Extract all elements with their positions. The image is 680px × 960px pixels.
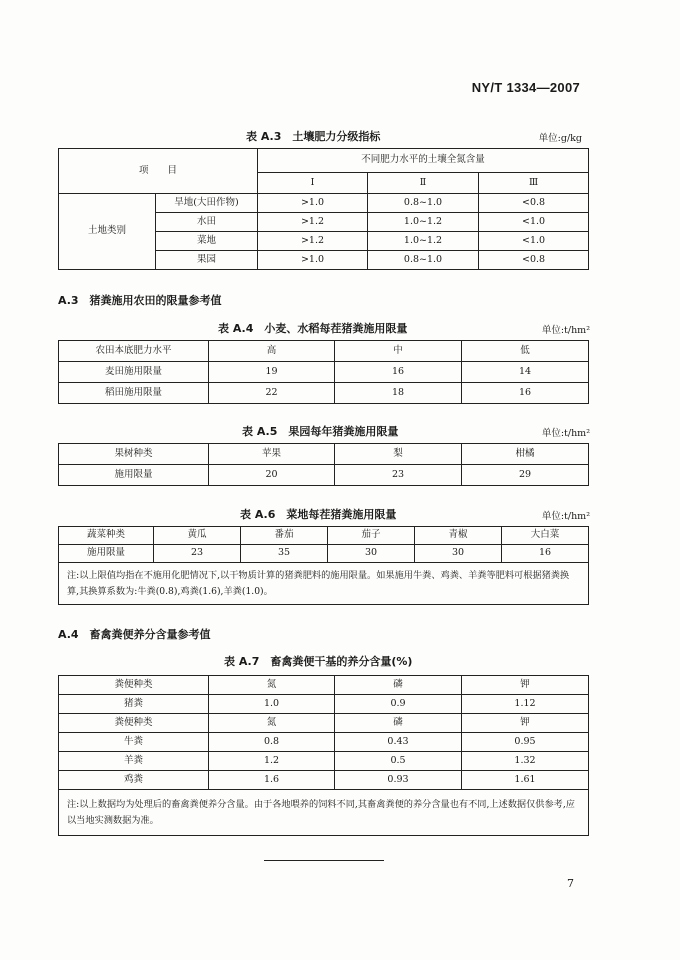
footer-rule bbox=[264, 860, 384, 861]
table-a3-level: Ⅲ bbox=[479, 173, 589, 194]
table-cell: 0.8 bbox=[209, 733, 335, 752]
table-cell: 0.93 bbox=[335, 771, 462, 790]
table-header-cell: 钾 bbox=[462, 714, 589, 733]
table-cell: >1.0 bbox=[258, 251, 368, 270]
table-a3-row-name: 果园 bbox=[156, 251, 258, 270]
table-cell: 1.2 bbox=[209, 752, 335, 771]
table-a6-unit: 单位:t/hm² bbox=[541, 511, 590, 522]
table-a3-level: Ⅱ bbox=[368, 173, 479, 194]
section-a4-heading: A.4 畜禽粪便养分含量参考值 bbox=[58, 628, 211, 641]
table-cell: 23 bbox=[154, 545, 241, 563]
table-cell: 30 bbox=[328, 545, 415, 563]
table-header-cell: 粪便种类 bbox=[59, 714, 209, 733]
table-header-cell: 苹果 bbox=[209, 444, 335, 465]
table-cell: <0.8 bbox=[479, 251, 589, 270]
table-a5-unit: 单位:t/hm² bbox=[541, 428, 590, 439]
table-a3-row-group: 土地类别 bbox=[59, 194, 156, 270]
table-a6-note: 注:以上限值均指在不施用化肥情况下,以干物质计算的猪粪肥料的施用限量。如果施用牛粪、鸡粪、羊粪等肥料可根据猪粪换算,其换算系数为:牛粪(0.8),鸡粪(1.6),羊粪(1.0)。 bbox=[59, 563, 589, 605]
table-cell: 0.5 bbox=[335, 752, 462, 771]
table-cell: >1.2 bbox=[258, 213, 368, 232]
table-cell: >1.2 bbox=[258, 232, 368, 251]
table-header-cell: 茄子 bbox=[328, 527, 415, 545]
table-cell: 30 bbox=[415, 545, 502, 563]
table-cell: 牛粪 bbox=[59, 733, 209, 752]
table-cell: 16 bbox=[502, 545, 589, 563]
table-a3-level: Ⅰ bbox=[258, 173, 368, 194]
table-header-cell: 钾 bbox=[462, 676, 589, 695]
table-cell: 16 bbox=[335, 362, 462, 383]
table-a7-note: 注:以上数据均为处理后的畜禽粪便养分含量。由于各地喂养的饲料不同,其畜禽粪便的养分含量也有不同,上述数据仅供参考,应以当地实测数据为准。 bbox=[59, 790, 589, 836]
table-cell: 施用限量 bbox=[59, 465, 209, 486]
table-cell: 1.0 bbox=[209, 695, 335, 714]
table-cell: 1.32 bbox=[462, 752, 589, 771]
table-cell: 鸡粪 bbox=[59, 771, 209, 790]
table-header-cell: 青椒 bbox=[415, 527, 502, 545]
table-cell: 1.61 bbox=[462, 771, 589, 790]
table-header-cell: 氮 bbox=[209, 676, 335, 695]
table-header-cell: 蔬菜种类 bbox=[59, 527, 154, 545]
table-a4 bbox=[58, 340, 589, 404]
table-cell: 18 bbox=[335, 383, 462, 404]
table-cell: 23 bbox=[335, 465, 462, 486]
table-cell: 0.8~1.0 bbox=[368, 194, 479, 213]
table-cell: <1.0 bbox=[479, 232, 589, 251]
table-cell: 19 bbox=[209, 362, 335, 383]
table-header-cell: 番茄 bbox=[241, 527, 328, 545]
table-cell: 20 bbox=[209, 465, 335, 486]
table-header-cell: 低 bbox=[462, 341, 589, 362]
table-header-cell: 黄瓜 bbox=[154, 527, 241, 545]
table-cell: 猪粪 bbox=[59, 695, 209, 714]
table-cell: 14 bbox=[462, 362, 589, 383]
table-cell: 0.8~1.0 bbox=[368, 251, 479, 270]
table-cell: 1.12 bbox=[462, 695, 589, 714]
table-header-cell: 大白菜 bbox=[502, 527, 589, 545]
table-cell: 0.43 bbox=[335, 733, 462, 752]
table-a4-unit: 单位:t/hm² bbox=[541, 325, 590, 336]
table-a7 bbox=[58, 675, 589, 836]
table-header-cell: 中 bbox=[335, 341, 462, 362]
table-cell: 1.0~1.2 bbox=[368, 213, 479, 232]
table-cell: 22 bbox=[209, 383, 335, 404]
table-cell: 稻田施用限量 bbox=[59, 383, 209, 404]
table-header-cell: 磷 bbox=[335, 714, 462, 733]
table-a3-row-name: 旱地(大田作物) bbox=[156, 194, 258, 213]
table-a3 bbox=[58, 148, 589, 270]
table-a3-row-name: 水田 bbox=[156, 213, 258, 232]
table-header-cell: 粪便种类 bbox=[59, 676, 209, 695]
table-cell: 0.95 bbox=[462, 733, 589, 752]
table-a3-group-header: 不同肥力水平的土壤全氮含量 bbox=[258, 149, 589, 173]
table-a3-unit: 单位:g/kg bbox=[538, 133, 582, 144]
standard-code: NY/T 1334—2007 bbox=[471, 80, 580, 95]
table-a7-title: 表 A.7 畜禽粪便干基的养分含量(%) bbox=[224, 655, 413, 668]
table-header-cell: 梨 bbox=[335, 444, 462, 465]
table-cell: 羊粪 bbox=[59, 752, 209, 771]
table-header-cell: 柑橘 bbox=[462, 444, 589, 465]
table-cell: 1.6 bbox=[209, 771, 335, 790]
table-header-cell: 高 bbox=[209, 341, 335, 362]
page-number: 7 bbox=[567, 877, 574, 890]
table-a6-title: 表 A.6 菜地每茬猪粪施用限量 bbox=[240, 508, 397, 521]
table-cell: 麦田施用限量 bbox=[59, 362, 209, 383]
table-header-cell: 果树种类 bbox=[59, 444, 209, 465]
table-a4-title: 表 A.4 小麦、水稻每茬猪粪施用限量 bbox=[218, 322, 408, 335]
table-a5-title: 表 A.5 果园每年猪粪施用限量 bbox=[242, 425, 399, 438]
table-cell: 施用限量 bbox=[59, 545, 154, 563]
table-a5 bbox=[58, 443, 589, 486]
table-a3-item-header: 项 目 bbox=[59, 149, 258, 194]
table-header-cell: 氮 bbox=[209, 714, 335, 733]
table-cell: 29 bbox=[462, 465, 589, 486]
table-cell: <1.0 bbox=[479, 213, 589, 232]
table-header-cell: 磷 bbox=[335, 676, 462, 695]
table-cell: 35 bbox=[241, 545, 328, 563]
table-cell: 16 bbox=[462, 383, 589, 404]
table-cell: 1.0~1.2 bbox=[368, 232, 479, 251]
table-header-cell: 农田本底肥力水平 bbox=[59, 341, 209, 362]
table-cell: 0.9 bbox=[335, 695, 462, 714]
table-cell: >1.0 bbox=[258, 194, 368, 213]
table-a3-row-name: 菜地 bbox=[156, 232, 258, 251]
section-a3-heading: A.3 猪粪施用农田的限量参考值 bbox=[58, 294, 222, 307]
table-a6 bbox=[58, 526, 589, 605]
table-a3-title: 表 A.3 土壤肥力分级指标 bbox=[246, 130, 381, 143]
table-cell: <0.8 bbox=[479, 194, 589, 213]
